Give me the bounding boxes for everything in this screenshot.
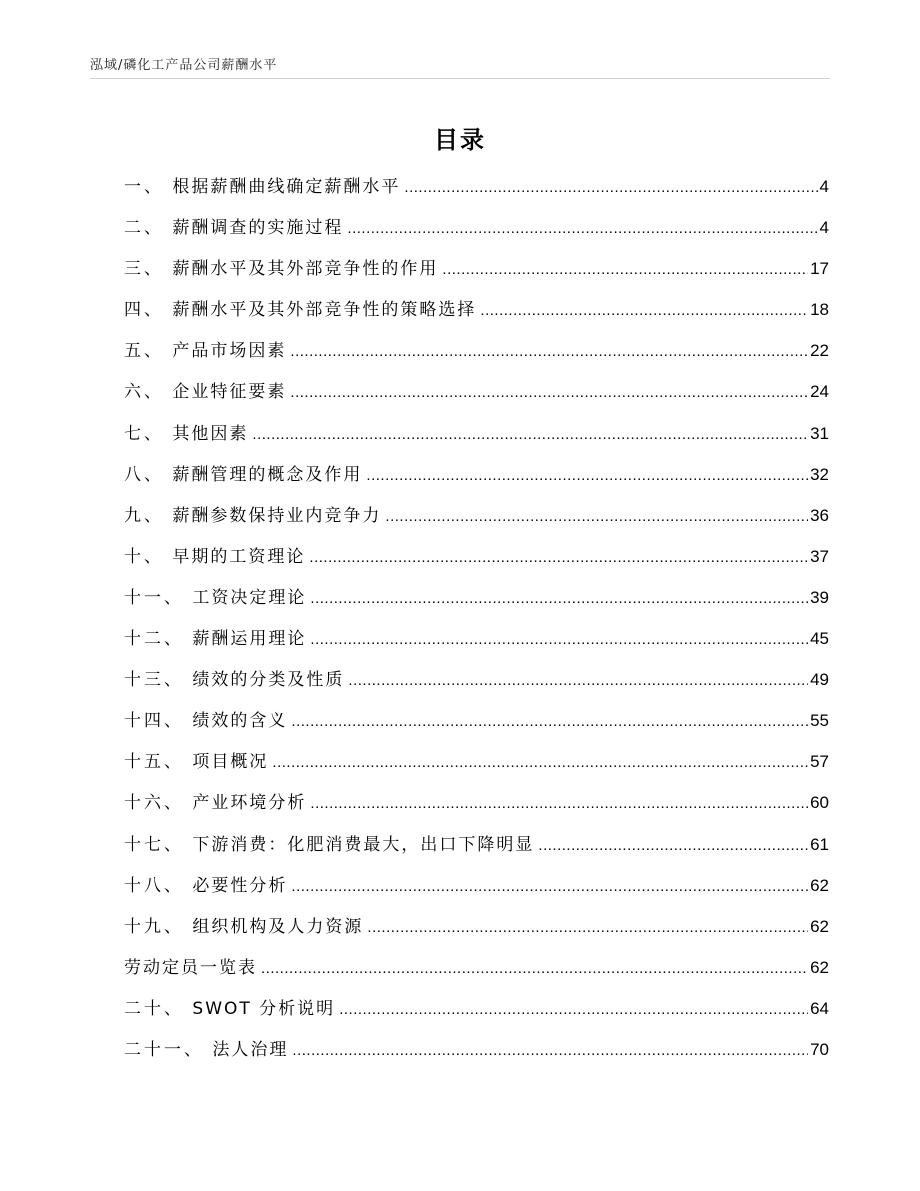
toc-dot-leader (404, 173, 817, 203)
toc-entry-page-number: 36 (810, 505, 829, 525)
toc-dot-leader (291, 707, 808, 737)
toc-entry-page-number: 24 (810, 382, 829, 402)
toc-entry[interactable] (124, 871, 829, 912)
toc-entry-title: 工资决定理论 (192, 587, 307, 608)
toc-entry[interactable] (124, 213, 829, 254)
toc-dot-leader (292, 1036, 808, 1066)
toc-entry-number: 七、 (124, 423, 173, 444)
toc-entry-number: 十一、 (124, 587, 193, 608)
toc-entry-page-number: 45 (810, 629, 829, 649)
toc-entry-number: 十三、 (124, 670, 193, 691)
toc-entry-number: 八、 (124, 464, 173, 485)
toc-entry[interactable] (124, 336, 829, 377)
toc-entry-title: SWOT 分析说明 (192, 998, 336, 1019)
toc-entry-page-number: 49 (810, 670, 829, 690)
toc-dot-leader (309, 543, 808, 573)
toc-entry-number: 二、 (124, 218, 173, 239)
page-header: 泓域/磷化工产品公司薪酬水平 (90, 58, 278, 73)
toc-dot-leader (290, 337, 808, 367)
toc-entry-page-number: 22 (810, 341, 829, 361)
toc-entry-title: 劳动定员一览表 (124, 957, 257, 978)
toc-entry[interactable] (124, 665, 829, 706)
toc-dot-leader (310, 625, 808, 655)
toc-entry-number: 十九、 (124, 916, 193, 937)
toc-entry-title: 组织机构及人力资源 (192, 916, 364, 937)
page-title: 目录 (434, 126, 486, 154)
toc-entry[interactable] (124, 460, 829, 501)
toc-entry[interactable] (124, 254, 829, 295)
toc-entry-number: 十六、 (124, 793, 193, 814)
toc-dot-leader (290, 378, 808, 408)
toc-entry-title: 产品市场因素 (172, 341, 287, 362)
toc-entry[interactable] (124, 912, 829, 953)
toc-entry-number: 十八、 (124, 875, 193, 896)
toc-dot-leader (339, 995, 808, 1025)
toc-entry[interactable] (124, 501, 829, 542)
toc-entry[interactable] (124, 747, 829, 788)
toc-entry-title: 法人治理 (212, 1039, 289, 1060)
toc-entry-title: 下游消费：化肥消费最大，出口下降明显 (192, 834, 535, 855)
toc-entry-page-number: 39 (810, 587, 829, 607)
toc-entry[interactable] (124, 788, 829, 829)
toc-entry[interactable] (124, 1035, 829, 1076)
toc-entry-number: 十二、 (124, 629, 193, 650)
toc-entry-number: 一、 (124, 177, 173, 197)
toc-entry-title: 早期的工资理论 (172, 546, 306, 567)
toc-entry-page-number: 60 (810, 793, 829, 813)
toc-entry-number: 三、 (124, 259, 173, 280)
toc-entry-number: 十、 (124, 546, 173, 567)
toc-entry-page-number: 4 (819, 177, 829, 196)
toc-entry-number: 九、 (124, 505, 173, 526)
toc-entry[interactable] (124, 377, 829, 418)
toc-entry-number: 四、 (124, 300, 173, 321)
toc-entry-title: 薪酬运用理论 (192, 629, 307, 650)
toc-entry-page-number: 55 (810, 711, 829, 731)
table-of-contents (124, 172, 829, 1076)
toc-entry[interactable] (124, 624, 829, 665)
toc-entry-title: 薪酬水平及其外部竞争性的作用 (172, 259, 439, 280)
toc-entry-page-number: 57 (810, 752, 829, 772)
toc-entry-title: 企业特征要素 (172, 382, 287, 403)
toc-entry-title: 项目概况 (192, 752, 269, 773)
toc-entry-page-number: 64 (810, 998, 829, 1018)
toc-dot-leader (252, 420, 808, 450)
toc-entry-page-number: 62 (810, 957, 829, 977)
header-rule (90, 78, 830, 79)
toc-dot-leader (310, 789, 808, 819)
toc-entry-title: 其他因素 (172, 423, 249, 444)
toc-dot-leader (366, 461, 808, 491)
toc-entry-number: 十七、 (124, 834, 193, 855)
toc-entry-number: 十五、 (124, 752, 193, 773)
toc-entry-page-number: 37 (810, 546, 829, 566)
toc-entry-title: 薪酬参数保持业内竞争力 (172, 505, 382, 526)
toc-dot-leader (367, 913, 808, 943)
toc-dot-leader (261, 954, 808, 984)
toc-dot-leader (538, 831, 808, 861)
toc-entry-page-number: 4 (819, 218, 829, 238)
toc-entry-number: 二十一、 (124, 1039, 213, 1060)
toc-dot-leader (310, 584, 808, 614)
toc-entry-title: 产业环境分析 (192, 793, 307, 814)
toc-dot-leader (272, 748, 808, 778)
toc-entry-page-number: 62 (810, 875, 829, 895)
toc-dot-leader (385, 502, 808, 532)
toc-entry-title: 绩效的含义 (192, 711, 288, 732)
toc-entry-number: 六、 (124, 382, 173, 403)
toc-entry-page-number: 32 (810, 464, 829, 484)
toc-dot-leader (480, 296, 808, 326)
toc-entry-title: 薪酬调查的实施过程 (172, 218, 344, 239)
toc-entry-title: 根据薪酬曲线确定薪酬水平 (172, 177, 401, 197)
toc-entry-title: 必要性分析 (192, 875, 288, 896)
toc-entry[interactable] (124, 953, 829, 994)
toc-entry-title: 绩效的分类及性质 (192, 670, 345, 691)
toc-entry-page-number: 70 (810, 1039, 829, 1059)
toc-entry[interactable] (124, 542, 829, 583)
toc-entry-number: 二十、 (124, 998, 193, 1019)
toc-entry-number: 十四、 (124, 711, 193, 732)
toc-entry-title: 薪酬管理的概念及作用 (172, 464, 363, 485)
toc-entry[interactable] (124, 830, 829, 871)
toc-entry-page-number: 62 (810, 916, 829, 936)
toc-entry[interactable] (124, 295, 829, 336)
toc-entry-title: 薪酬水平及其外部竞争性的策略选择 (172, 300, 477, 321)
toc-entry-page-number: 31 (810, 423, 829, 443)
toc-entry[interactable] (124, 706, 829, 747)
toc-entry-page-number: 17 (810, 259, 829, 279)
toc-entry-page-number: 61 (810, 834, 829, 854)
toc-dot-leader (348, 666, 808, 696)
toc-entry[interactable] (124, 583, 829, 624)
toc-entry-number: 五、 (124, 341, 173, 362)
toc-dot-leader (291, 872, 808, 902)
toc-entry-page-number: 18 (810, 300, 829, 320)
toc-entry[interactable] (124, 419, 829, 460)
toc-dot-leader (347, 214, 817, 244)
toc-dot-leader (442, 255, 808, 285)
toc-entry[interactable] (124, 994, 829, 1035)
toc-entry[interactable] (124, 172, 829, 213)
